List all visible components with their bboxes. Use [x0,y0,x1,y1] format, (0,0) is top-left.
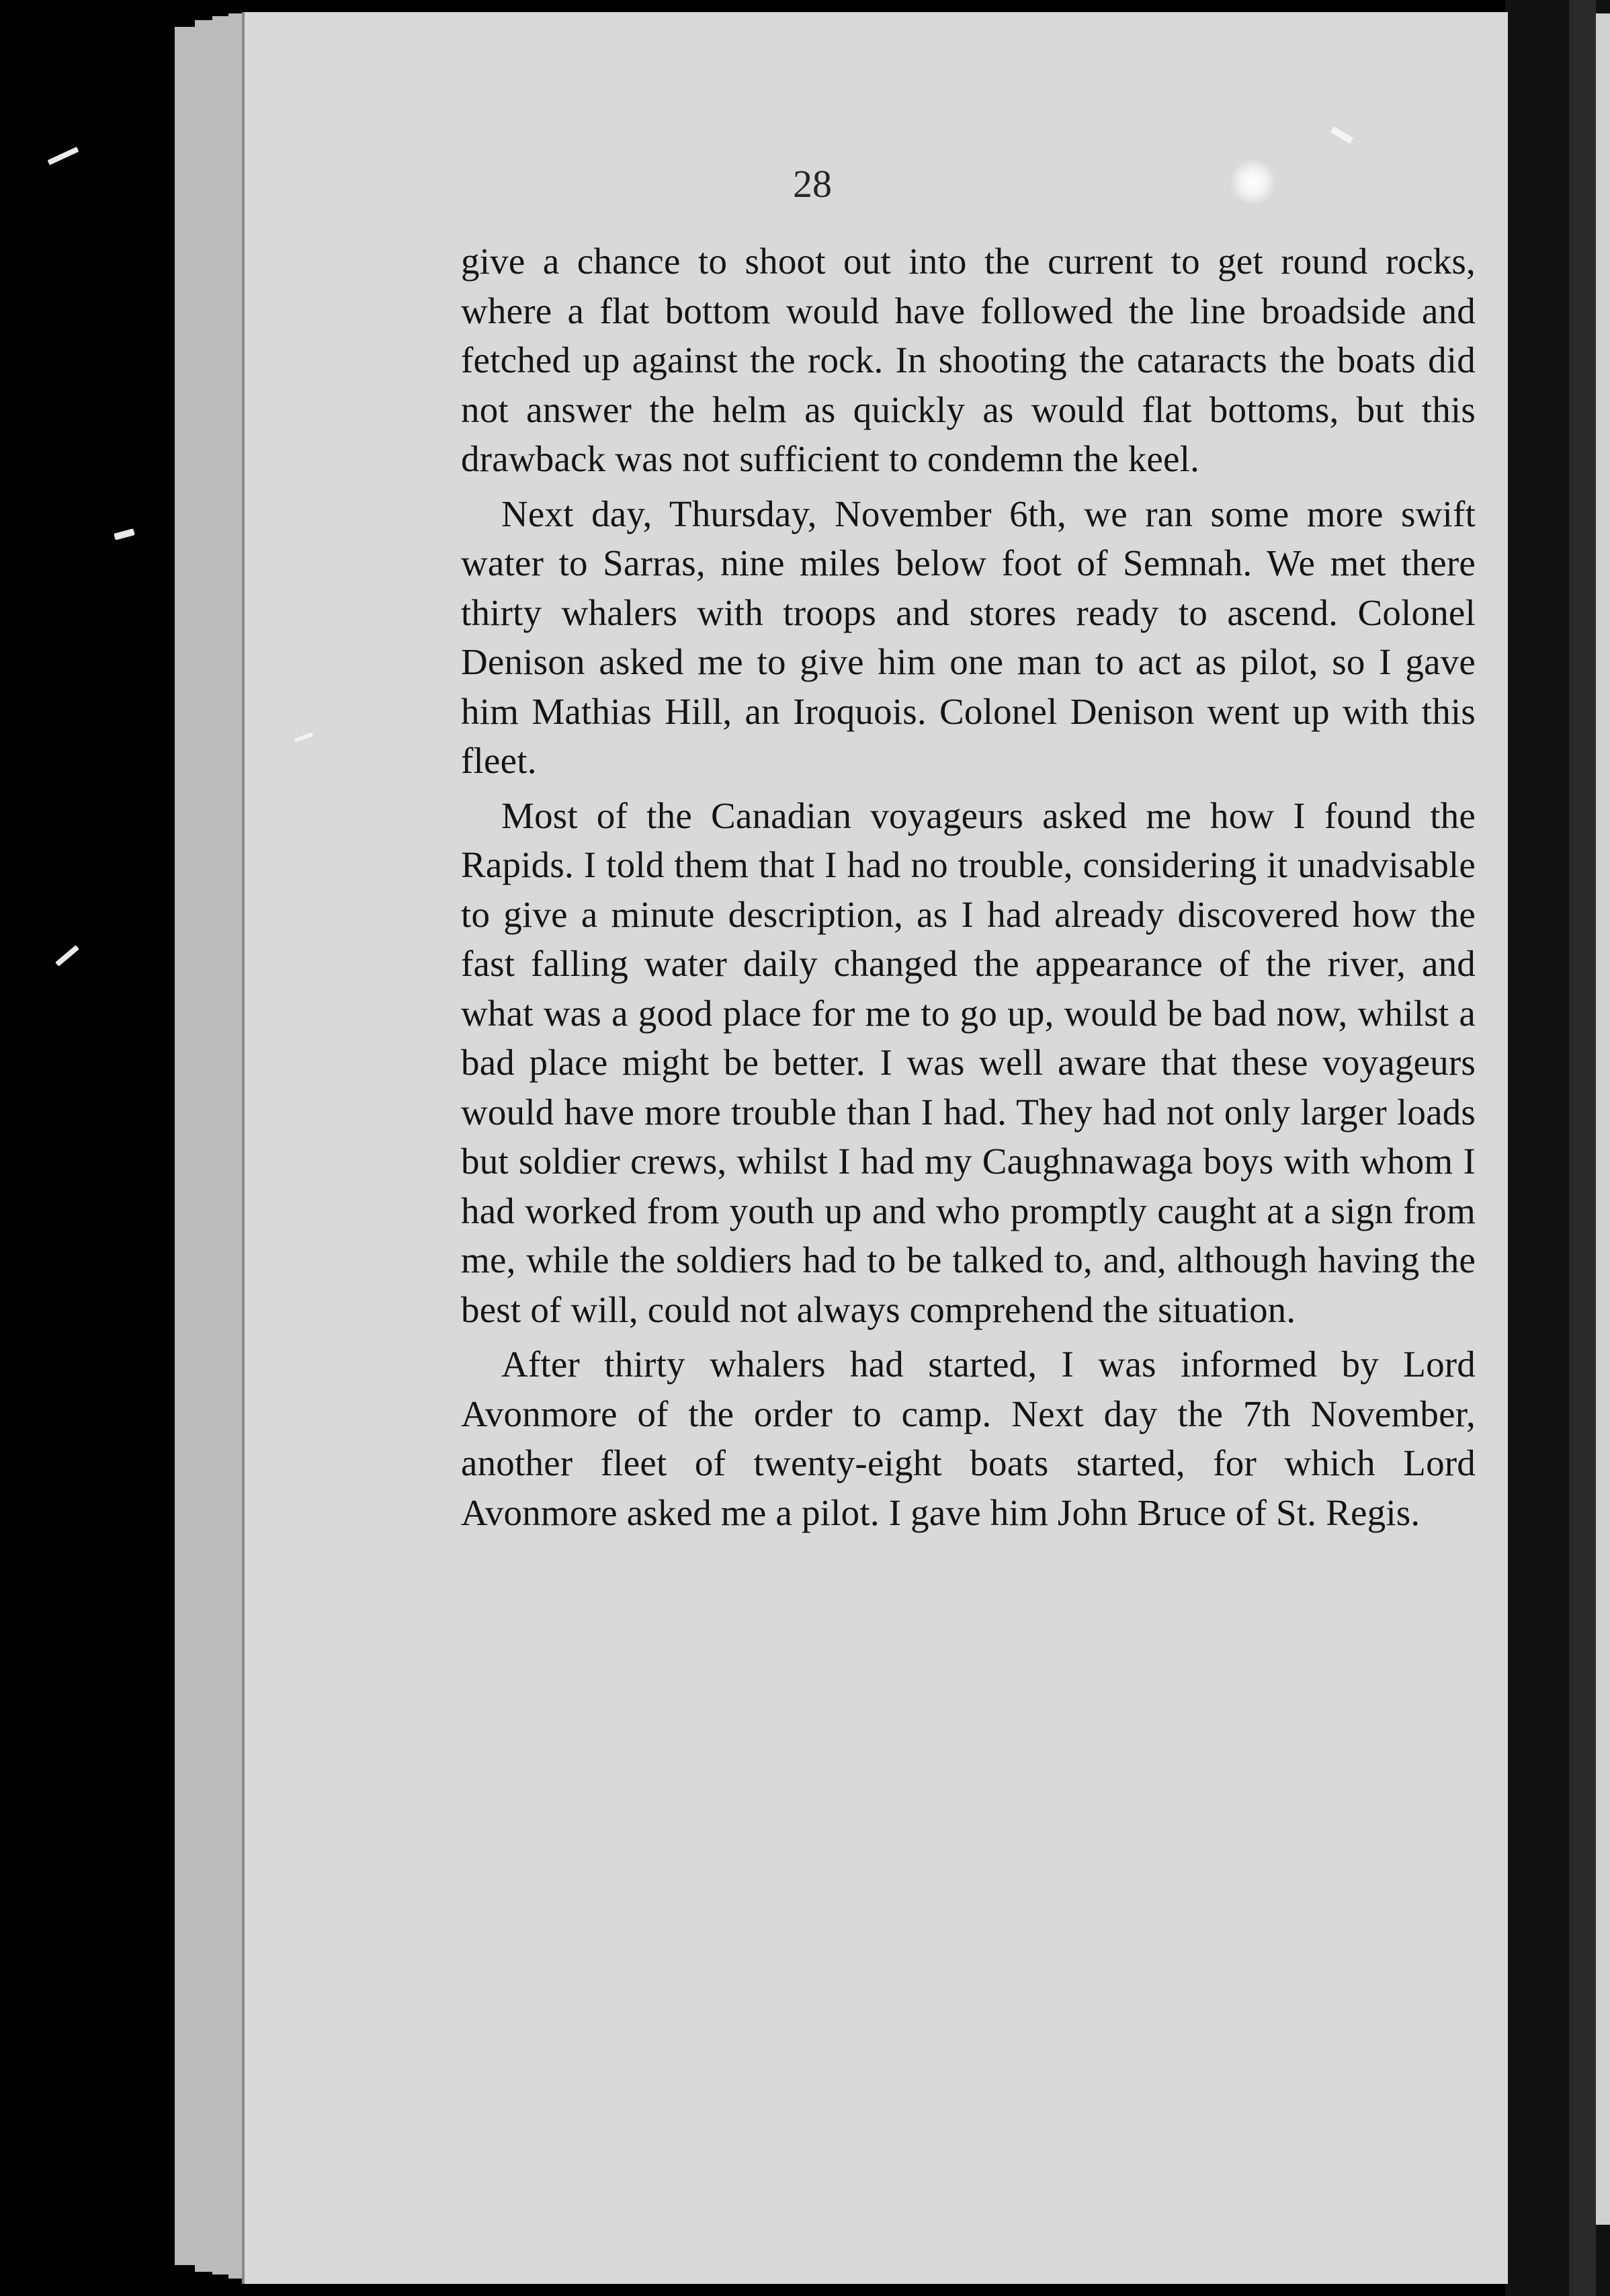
paragraph: After thirty whalers had started, I was informed by Lord Avonmore of the order to camp. Next day the 7th November, another fleet of twenty-eight boats started, for which Lord Avonmore asked me a pilot. I gave him John Bruce of St. Regis. [461,1344,1476,1533]
page-stack-edge [195,20,214,2272]
scan-speck [114,528,135,540]
paragraph: Next day, Thursday, November 6th, we ran some more swift water to Sarras, nine miles below foot of Semnah. We met there thirty whalers with troops and stores ready to ascend. Colonel Denison asked me to give him one man to act as pilot, so I gave him Mathias Hill, an Iroquois. Colonel Denison went up with this fleet. [461,493,1476,781]
binding-gap [1569,0,1596,2296]
body-text [461,237,1476,1543]
page-number: 28 [793,162,832,206]
page-stack-edge [175,27,197,2265]
paragraph: give a chance to shoot out into the current to get round rocks, where a flat bottom would have followed the line broadside and fetched up against the rock. In shooting the cataracts the boats did not answer the helm as quickly as would flat bottoms, but this drawback was not sufficient to condemn the keel. [461,241,1476,479]
light-glare [1230,159,1277,206]
page-stack-edge [212,16,230,2274]
scan-speck [48,147,79,165]
paragraph: Most of the Canadian voyageurs asked me how I found the Rapids. I told them that I had no trouble, considering it unadvisable to give a minute description, as I had already discovered how the fast falling water daily changed the appearance of the river, and what was a good place for me to go up, would be bad now, whilst a bad place might be better. I was well aware that these voyageurs would have more trouble than I had. They had not only larger loads but soldier crews, whilst I had my Caughnawaga boys with whom I had worked from youth up and who promptly caught at a sign from me, while the soldiers had to be talked to, and, although having the best of will, could not always comprehend the situation. [461,794,1476,1330]
scan-speck [55,945,79,967]
